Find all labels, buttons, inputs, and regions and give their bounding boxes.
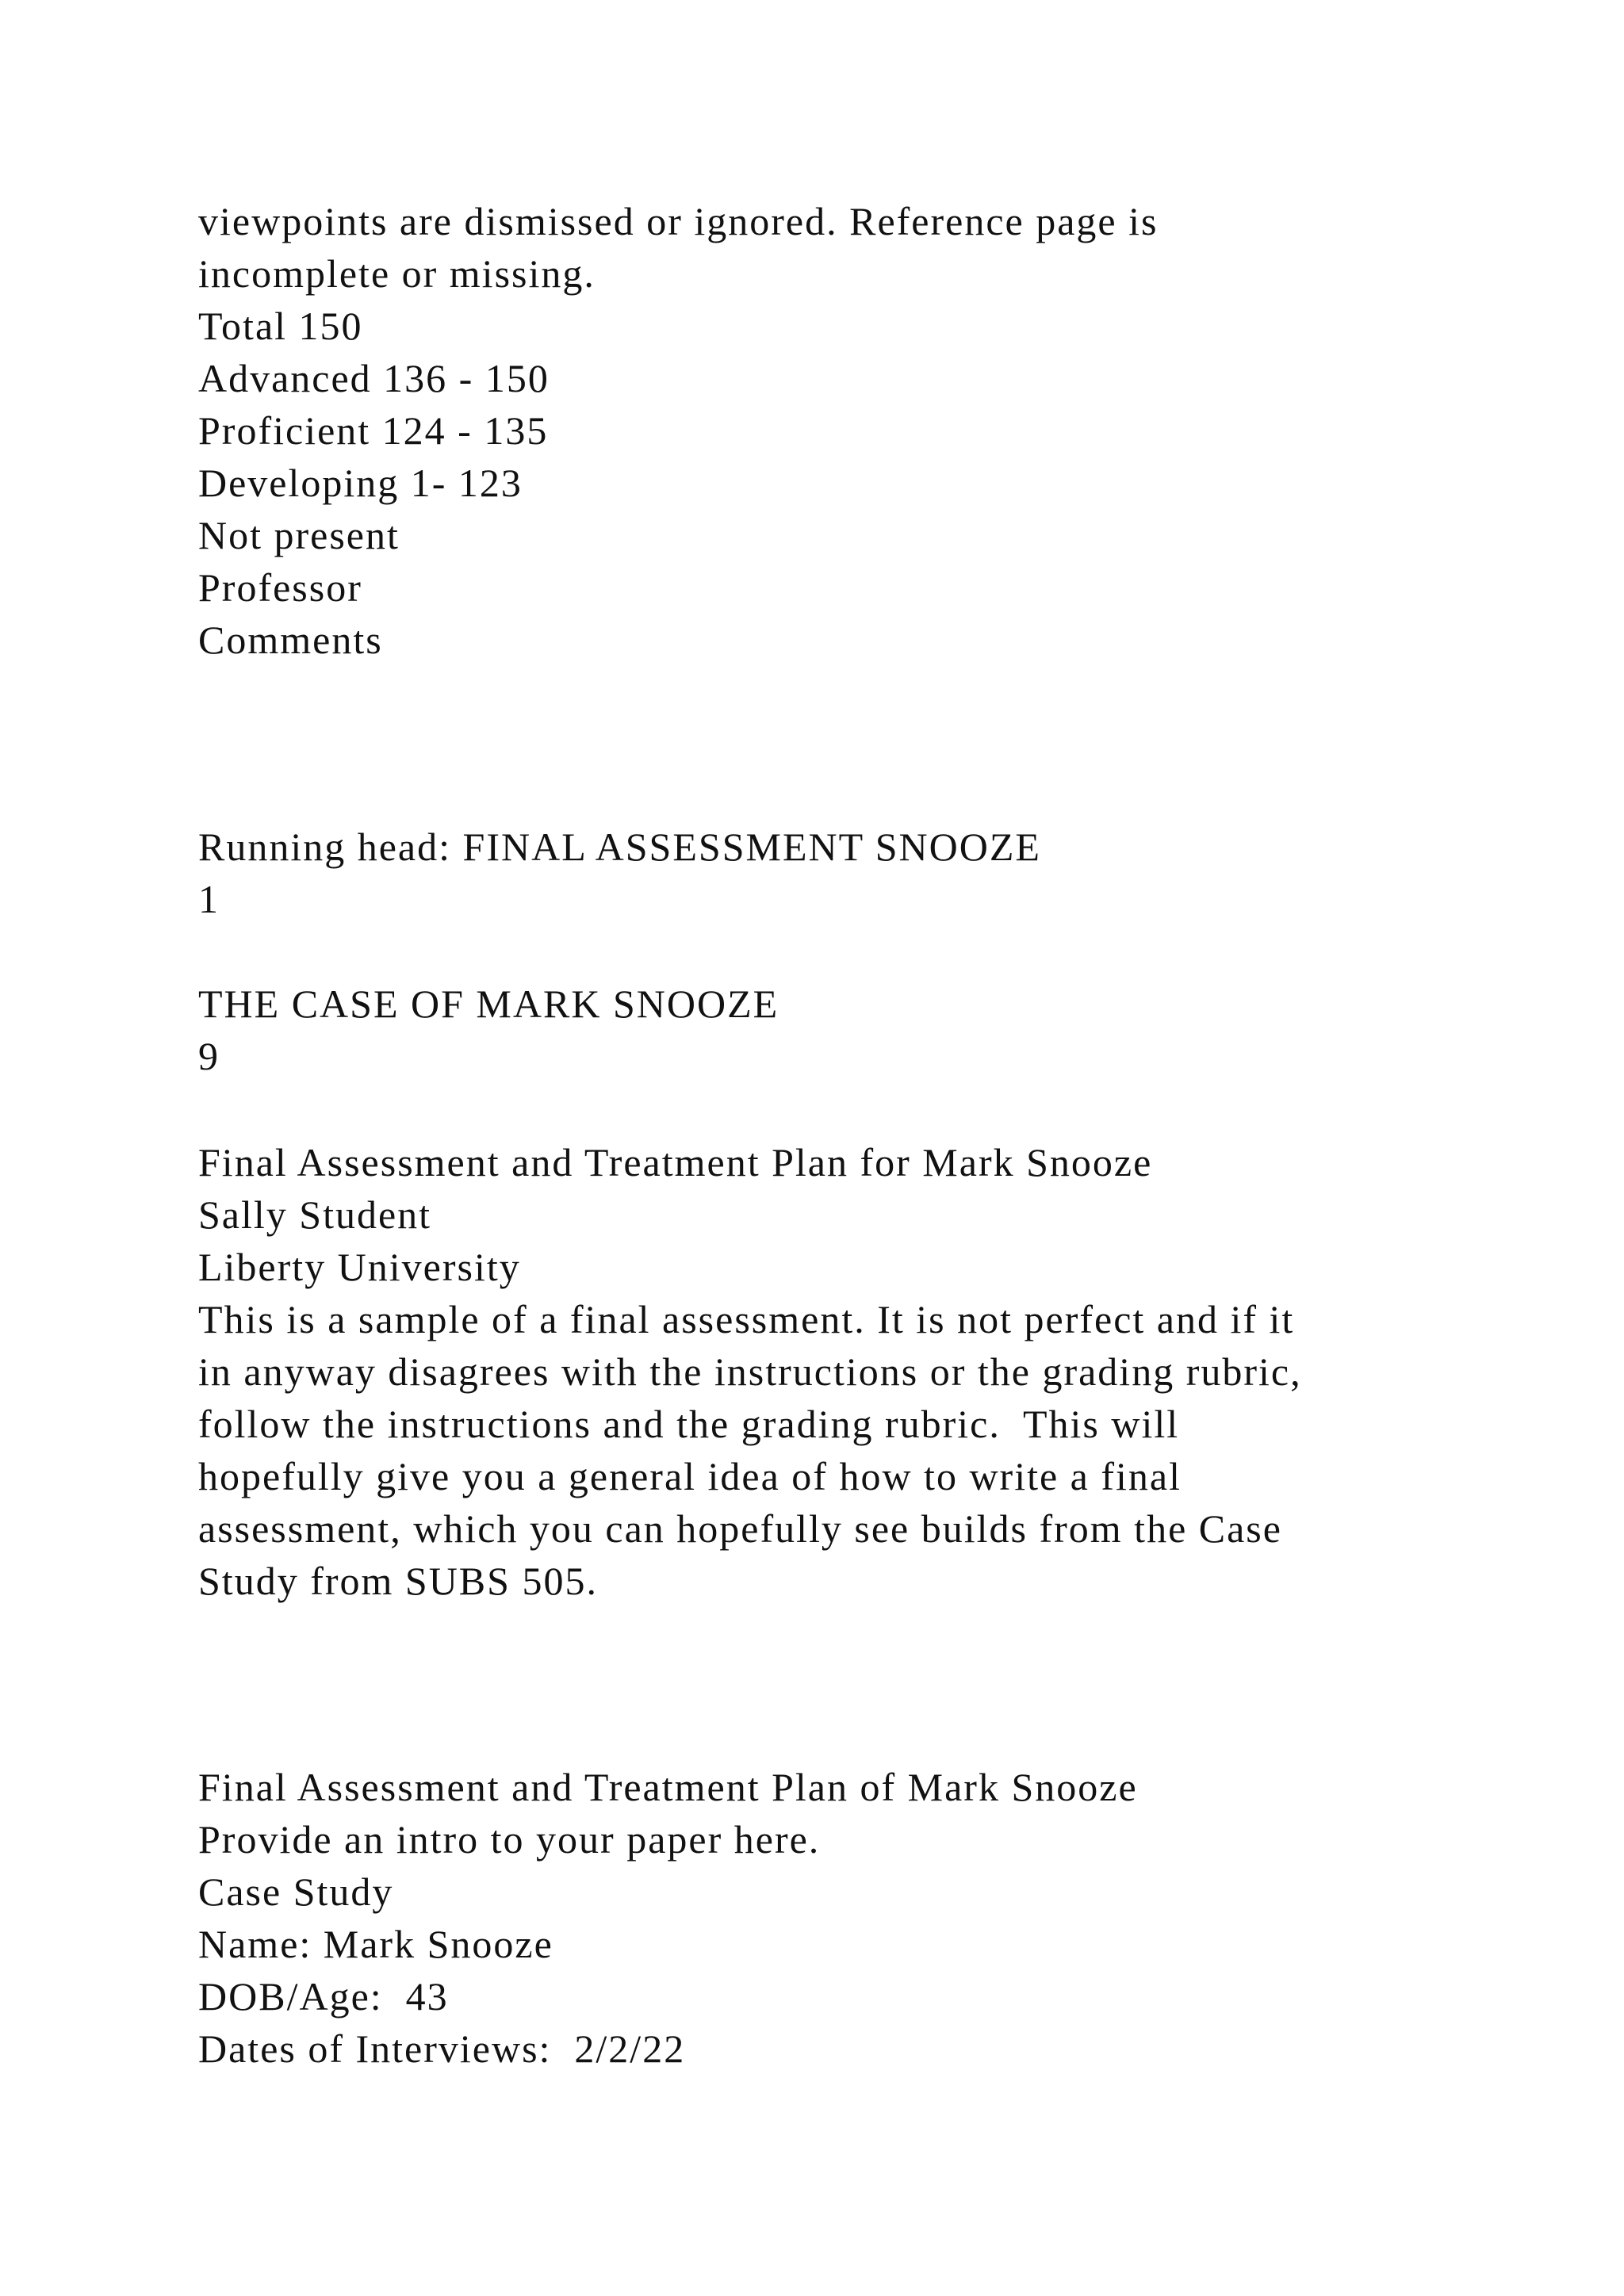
body-section xyxy=(198,1761,1467,2075)
page-number: 9 xyxy=(198,1034,220,1078)
interview-dates: Dates of Interviews: 2/2/22 xyxy=(198,2026,686,2071)
comments-line: Comments xyxy=(198,618,383,662)
intro-placeholder: Provide an intro to your paper here. xyxy=(198,1817,821,1862)
sample-note-line: hopefully give you a general idea of how to write a final xyxy=(198,1454,1182,1498)
case-title: THE CASE OF MARK SNOOZE xyxy=(198,982,779,1026)
sample-note-line: assessment, which you can hopefully see builds from the Case xyxy=(198,1506,1282,1551)
running-head: Running head: FINAL ASSESSMENT SNOOZE xyxy=(198,825,1041,869)
client-name: Name: Mark Snooze xyxy=(198,1922,553,1966)
blank-line xyxy=(198,925,1467,978)
rubric-section xyxy=(198,195,1467,666)
developing-range-line: Developing 1- 123 xyxy=(198,461,523,505)
advanced-range-line: Advanced 136 - 150 xyxy=(198,356,550,400)
author-block xyxy=(198,1136,1467,1607)
author-name: Sally Student xyxy=(198,1192,432,1237)
proficient-range-line: Proficient 124 - 135 xyxy=(198,408,549,453)
section-title: Final Assessment and Treatment Plan of Mark Snooze xyxy=(198,1765,1138,1809)
sample-note-line: This is a sample of a final assessment. It is not perfect and if it xyxy=(198,1297,1295,1341)
institution: Liberty University xyxy=(198,1245,521,1289)
blank-line xyxy=(198,1082,1467,1135)
text-line: incomplete or missing. xyxy=(198,251,596,296)
not-present-line: Not present xyxy=(198,513,400,557)
total-line: Total 150 xyxy=(198,304,363,348)
title-page-header xyxy=(198,821,1467,1135)
sample-note-line: Study from SUBS 505. xyxy=(198,1559,598,1603)
sample-note-line: follow the instructions and the grading rubric. This will xyxy=(198,1402,1180,1446)
case-study-heading: Case Study xyxy=(198,1869,394,1914)
sample-note-line: in anyway disagrees with the instructions or the grading rubric, xyxy=(198,1349,1302,1394)
text-line: viewpoints are dismissed or ignored. Reference page is xyxy=(198,199,1159,243)
client-dob-age: DOB/Age: 43 xyxy=(198,1974,449,2019)
professor-line: Professor xyxy=(198,565,362,610)
page-number: 1 xyxy=(198,877,220,921)
paper-title: Final Assessment and Treatment Plan for Mark Snooze xyxy=(198,1140,1153,1184)
